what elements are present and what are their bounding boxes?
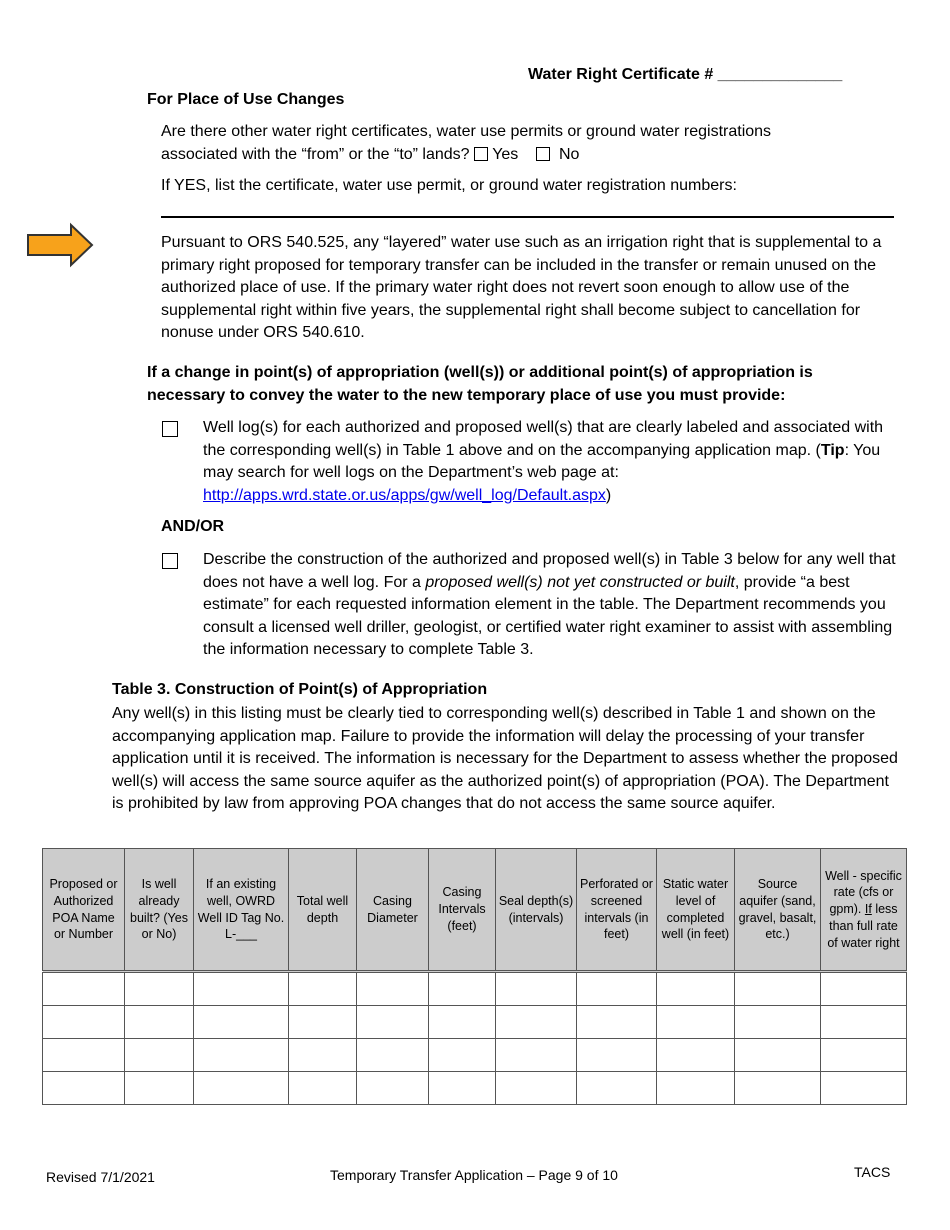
table-cell[interactable] bbox=[821, 1006, 907, 1039]
table-cell[interactable] bbox=[735, 1072, 821, 1105]
table-cell[interactable] bbox=[125, 1072, 194, 1105]
option1-close-paren: ) bbox=[605, 486, 612, 504]
table-cell[interactable] bbox=[735, 1006, 821, 1039]
rate-text: Well - specific rate (cfs or gpm). bbox=[825, 868, 902, 917]
col-casing-intervals: Casing Intervals (feet) bbox=[429, 849, 496, 972]
col-total-depth: Total well depth bbox=[289, 849, 357, 972]
table-cell[interactable] bbox=[289, 1006, 357, 1039]
table-cell[interactable] bbox=[43, 972, 125, 1006]
table-cell[interactable] bbox=[577, 972, 657, 1006]
table-cell[interactable] bbox=[194, 972, 289, 1006]
poa-change-heading: If a change in point(s) of appropriation (well(s)) or additional point(s) of appropriation is necessary to convey the water to the new temporary place of use you must provide: bbox=[147, 364, 813, 404]
rate-text-tail: less than full rate of water right bbox=[827, 902, 900, 950]
well-log-search-link[interactable]: http://apps.wrd.state.or.us/apps/gw/well_log/Default.aspx bbox=[203, 486, 606, 504]
table3-title: Table 3. Construction of Point(s) of Appropriation bbox=[112, 681, 488, 698]
construction-table bbox=[42, 848, 907, 1105]
question-line-2 bbox=[161, 144, 901, 167]
no-checkbox[interactable] bbox=[536, 147, 550, 161]
table-cell[interactable] bbox=[289, 972, 357, 1006]
table-cell[interactable] bbox=[194, 1039, 289, 1072]
table-cell[interactable] bbox=[43, 1072, 125, 1105]
table-header-row bbox=[43, 849, 907, 972]
col-well-specific-rate bbox=[821, 849, 907, 972]
table-cell[interactable] bbox=[496, 1006, 577, 1039]
table-cell[interactable] bbox=[125, 972, 194, 1006]
table-cell[interactable] bbox=[357, 972, 429, 1006]
table-cell[interactable] bbox=[357, 1039, 429, 1072]
well-log-checkbox[interactable] bbox=[162, 421, 178, 437]
rate-if: If bbox=[864, 902, 872, 917]
table-row bbox=[43, 1072, 907, 1105]
option2-text-part2: , provide “a best estimate” for each requested information element in the table. The Department recommends you consult a licensed well driller, geologist, or certified water right examiner to assist with assembling the information necessary to complete Table 3. bbox=[203, 573, 893, 659]
yes-checkbox[interactable] bbox=[474, 147, 488, 161]
col-well-built: Is well already built? (Yes or No) bbox=[125, 849, 194, 972]
certificate-number-label: Water Right Certificate # ______________ bbox=[528, 66, 843, 83]
table-cell[interactable] bbox=[657, 1006, 735, 1039]
page-number: Temporary Transfer Application – Page 9 of 10 bbox=[330, 1167, 618, 1183]
certificate-numbers-line[interactable] bbox=[161, 216, 894, 218]
table-cell[interactable] bbox=[735, 972, 821, 1006]
table-cell[interactable] bbox=[735, 1039, 821, 1072]
yes-label: Yes bbox=[492, 145, 519, 163]
tip-text: : You may search for well logs on the Department’s web page at: bbox=[203, 441, 881, 482]
table-cell[interactable] bbox=[125, 1039, 194, 1072]
table-cell[interactable] bbox=[357, 1072, 429, 1105]
col-static-water-level: Static water level of completed well (in feet) bbox=[657, 849, 735, 972]
table-cell[interactable] bbox=[496, 972, 577, 1006]
table-cell[interactable] bbox=[194, 1006, 289, 1039]
if-yes-instruction: If YES, list the certificate, water use permit, or ground water registration numbers: bbox=[161, 177, 737, 194]
revised-date: Revised 7/1/2021 bbox=[46, 1169, 155, 1185]
table-cell[interactable] bbox=[657, 1039, 735, 1072]
table-cell[interactable] bbox=[429, 1072, 496, 1105]
table-cell[interactable] bbox=[577, 1039, 657, 1072]
col-seal-depth: Seal depth(s) (intervals) bbox=[496, 849, 577, 972]
and-or-label: AND/OR bbox=[161, 518, 225, 535]
table-row bbox=[43, 1006, 907, 1039]
layered-use-paragraph: Pursuant to ORS 540.525, any “layered” water use such as an irrigation right that is supplemental to a primary right proposed for temporary transfer can be included in the transfer or remain unused on the authorized place of use. If the primary water right does not revert soon enough to allow use of the supplemental right within five years, the supplemental right shall become subject to cancellation for nonuse under ORS 540.610. bbox=[161, 234, 882, 342]
table-cell[interactable] bbox=[821, 1039, 907, 1072]
table-cell[interactable] bbox=[429, 1006, 496, 1039]
col-source-aquifer: Source aquifer (sand, gravel, basalt, etc.) bbox=[735, 849, 821, 972]
table3-description: Any well(s) in this listing must be clearly tied to corresponding well(s) described in Table 1 and shown on the accompanying application map. Failure to provide the information will delay the processing of your transfer application until it is received. The information is necessary for the Department to assess whether the proposed well(s) will access the same source aquifer as the authorized point(s) of appropriation (POA). The Department is prohibited by law from approving POA changes that do not access the same source aquifer. bbox=[112, 705, 898, 813]
tip-label: Tip bbox=[820, 441, 845, 459]
place-of-use-heading: For Place of Use Changes bbox=[147, 91, 345, 108]
table-cell[interactable] bbox=[821, 972, 907, 1006]
col-well-id-tag: If an existing well, OWRD Well ID Tag No. L-___ bbox=[194, 849, 289, 972]
option2-text-part1: Describe the construction of the authorized and proposed well(s) in Table 3 below for any well that does not have a well log. For a bbox=[203, 551, 896, 591]
col-poa-name: Proposed or Authorized POA Name or Number bbox=[43, 849, 125, 972]
form-code: TACS bbox=[854, 1164, 891, 1180]
table-cell[interactable] bbox=[577, 1006, 657, 1039]
table-cell[interactable] bbox=[194, 1072, 289, 1105]
table-cell[interactable] bbox=[657, 1072, 735, 1105]
col-casing-diameter: Casing Diameter bbox=[357, 849, 429, 972]
describe-construction-checkbox[interactable] bbox=[162, 553, 178, 569]
table-cell[interactable] bbox=[429, 972, 496, 1006]
table-cell[interactable] bbox=[657, 972, 735, 1006]
table-cell[interactable] bbox=[289, 1039, 357, 1072]
table-cell[interactable] bbox=[43, 1006, 125, 1039]
no-label: No bbox=[558, 145, 580, 163]
well-log-text: Well log(s) for each authorized and proposed well(s) that are clearly labeled and associated with the corresponding well(s) in Table 1 above and on the accompanying application map. ( bbox=[203, 419, 884, 459]
associated-rights-question bbox=[161, 121, 901, 166]
describe-construction-option bbox=[203, 549, 901, 662]
table-cell[interactable] bbox=[43, 1039, 125, 1072]
table-cell[interactable] bbox=[357, 1006, 429, 1039]
table-cell[interactable] bbox=[577, 1072, 657, 1105]
table-cell[interactable] bbox=[429, 1039, 496, 1072]
table-cell[interactable] bbox=[496, 1072, 577, 1105]
table-cell[interactable] bbox=[821, 1072, 907, 1105]
well-log-option bbox=[203, 417, 901, 507]
table-cell[interactable] bbox=[125, 1006, 194, 1039]
col-perforated-intervals: Perforated or screened intervals (in feet) bbox=[577, 849, 657, 972]
table-cell[interactable] bbox=[289, 1072, 357, 1105]
table-row bbox=[43, 972, 907, 1006]
question-line-2-text: associated with the “from” or the “to” lands? bbox=[161, 145, 470, 163]
arrow-right-icon bbox=[26, 222, 94, 268]
table-cell[interactable] bbox=[496, 1039, 577, 1072]
question-line-1: Are there other water right certificates, water use permits or ground water registrations bbox=[161, 123, 772, 140]
table-row bbox=[43, 1039, 907, 1072]
option2-italic-text: proposed well(s) not yet constructed or built bbox=[425, 573, 735, 591]
